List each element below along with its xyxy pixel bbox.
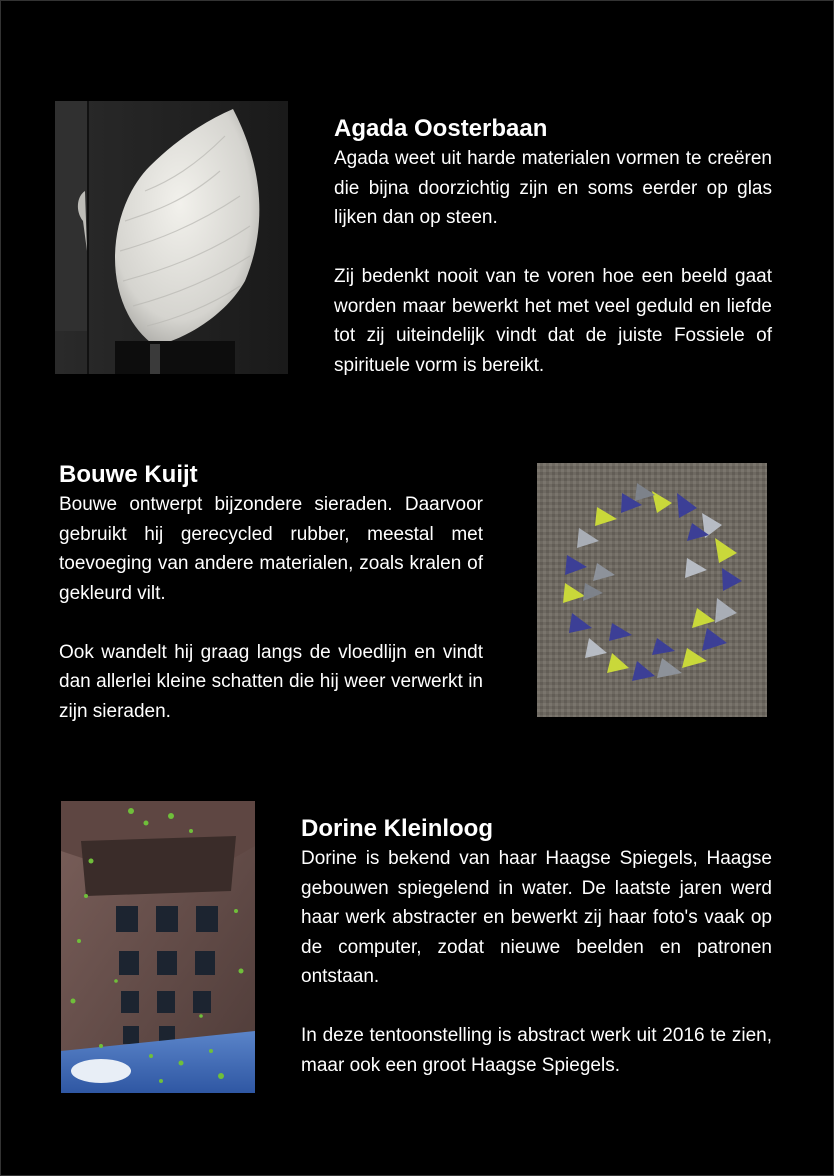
artist-paragraph: Ook wandelt hij graag langs de vloedlijn en vindt dan allerlei kleine schatten die hij weer verwerkt in zijn sieraden.	[59, 641, 483, 722]
artist-paragraph: In deze tentoonstelling is abstract werk uit 2016 te zien, maar ook een groot Haagse Spiegels.	[301, 1025, 772, 1076]
artist-name: Dorine Kleinloog	[301, 815, 493, 842]
artist-section-bouwe	[59, 460, 483, 726]
artist-name: Agada Oosterbaan	[334, 115, 548, 142]
artist-section-agada	[334, 114, 772, 380]
artist-paragraph: Dorine is bekend van haar Haagse Spiegels, Haagse gebouwen spiegelend in water. De laatste jaren werd haar werk abstracter en bewerkt zij haar foto's vaak op de computer, zodat nieuwe beelden en patronen ontstaan.	[301, 848, 772, 987]
artist-paragraph: Zij bedenkt nooit van te voren hoe een beeld gaat worden maar bewerkt het met veel geduld en liefde tot zij uiteindelijk vindt dat de juiste Fossiele of spirituele vorm is bereikt.	[334, 266, 772, 376]
artist-name: Bouwe Kuijt	[59, 461, 198, 488]
artist-paragraph: Agada weet uit harde materialen vormen te creëren die bijna doorzichtig zijn en soms eerder op glas lijken dan op steen.	[334, 148, 772, 228]
leaf-sculpture-photo	[55, 101, 288, 374]
building-reflection-photo	[61, 801, 255, 1093]
necklace-photo	[537, 463, 767, 717]
artist-section-dorine	[301, 814, 772, 1080]
artist-paragraph: Bouwe ontwerpt bijzondere sieraden. Daarvoor gebruikt hij gerecycled rubber, meestal met toevoeging van andere materialen, zoals kralen of gekleurd vilt.	[59, 494, 483, 604]
